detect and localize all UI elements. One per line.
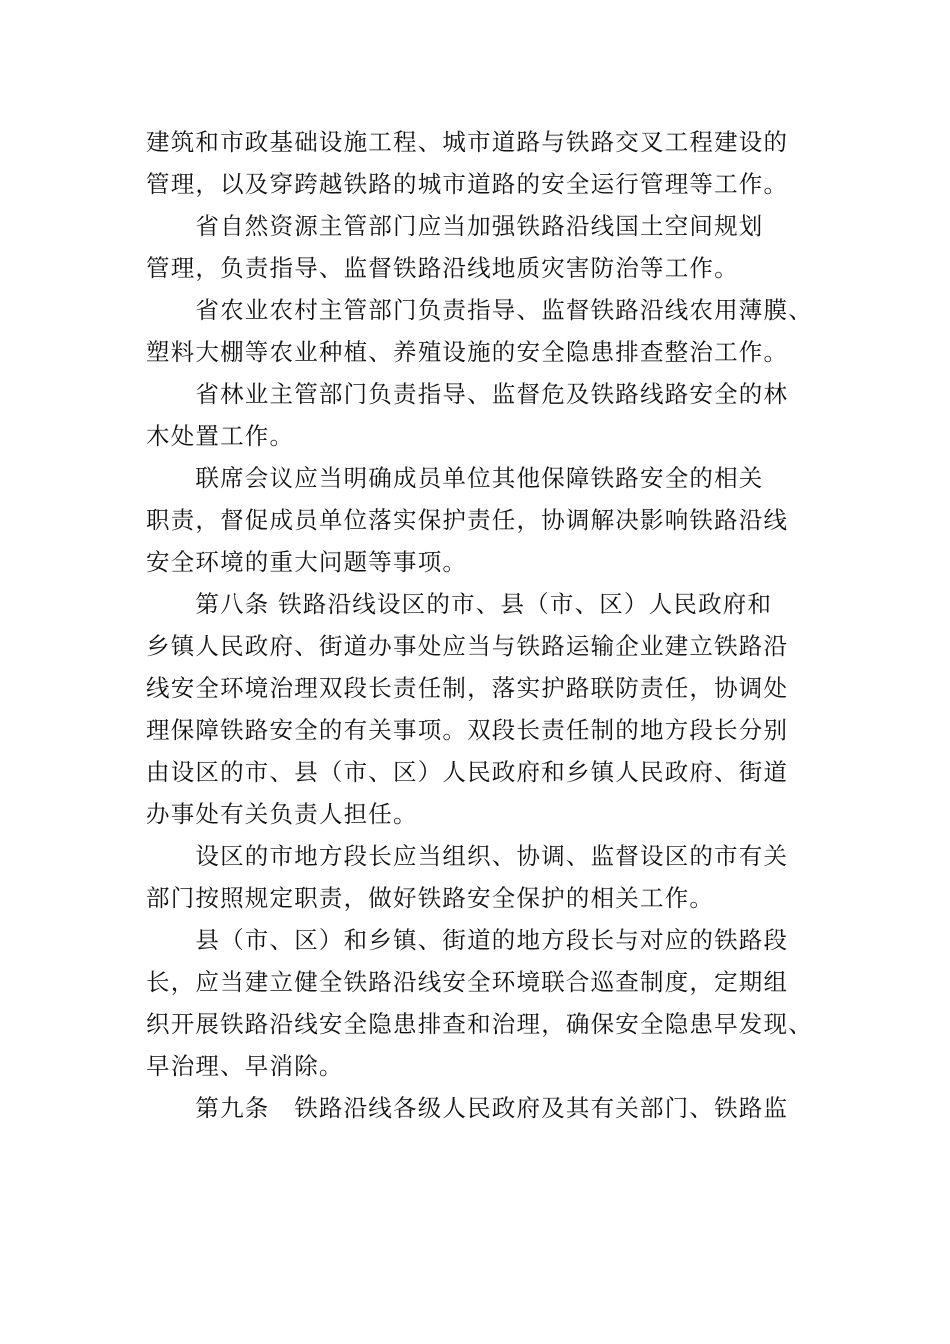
- text-line: 省自然资源主管部门应当加强铁路沿线国土空间规划: [146, 212, 764, 240]
- text-line: 省林业主管部门负责指导、监督危及铁路线路安全的林: [146, 380, 789, 408]
- text-line: 设区的市地方段长应当组织、协调、监督设区的市有关: [146, 842, 789, 870]
- paragraph-7: [146, 835, 816, 919]
- paragraph-8: [146, 919, 816, 1087]
- text-line: 织开展铁路沿线安全隐患排查和治理，确保安全隐患早发现、: [146, 1010, 813, 1038]
- text-line: 部门按照规定职责，做好铁路安全保护的相关工作。: [146, 884, 715, 912]
- text-line: 联席会议应当明确成员单位其他保障铁路安全的相关: [146, 464, 764, 492]
- text-line: 管理，负责指导、监督铁路沿线地质灾害防治等工作。: [146, 254, 739, 282]
- text-line: 木处置工作。: [146, 422, 295, 450]
- document-body: [146, 121, 816, 1129]
- text-line: 早治理、早消除。: [146, 1052, 344, 1080]
- text-line: 理保障铁路安全的有关事项。双段长责任制的地方段长分别: [146, 716, 789, 744]
- article-8-paragraph: [146, 583, 816, 835]
- text-line: 省农业农村主管部门负责指导、监督铁路沿线农用薄膜、: [146, 296, 813, 324]
- paragraph-1: [146, 121, 816, 205]
- paragraph-4: [146, 373, 816, 457]
- text-line: 第九条 铁路沿线各级人民政府及其有关部门、铁路监: [146, 1094, 789, 1122]
- text-line: 塑料大棚等农业种植、养殖设施的安全隐患排查整治工作。: [146, 338, 789, 366]
- paragraph-3: [146, 289, 816, 373]
- article-9-paragraph: [146, 1087, 816, 1129]
- text-line: 管理，以及穿跨越铁路的城市道路的安全运行管理等工作。: [146, 170, 789, 198]
- text-line: 线安全环境治理双段长责任制，落实护路联防责任，协调处: [146, 674, 789, 702]
- paragraph-2: [146, 205, 816, 289]
- text-line: 职责，督促成员单位落实保护责任，协调解决影响铁路沿线: [146, 506, 789, 534]
- text-line: 县（市、区）和乡镇、街道的地方段长与对应的铁路段: [146, 926, 789, 954]
- text-line: 办事处有关负责人担任。: [146, 800, 418, 828]
- text-line: 由设区的市、县（市、区）人民政府和乡镇人民政府、街道: [146, 758, 789, 786]
- text-line: 安全环境的重大问题等事项。: [146, 548, 468, 576]
- text-line: 建筑和市政基础设施工程、城市道路与铁路交叉工程建设的: [146, 128, 789, 156]
- text-line: 第八条 铁路沿线设区的市、县（市、区）人民政府和: [146, 590, 773, 618]
- paragraph-5: [146, 457, 816, 583]
- text-line: 长，应当建立健全铁路沿线安全环境联合巡查制度，定期组: [146, 968, 789, 996]
- text-line: 乡镇人民政府、街道办事处应当与铁路运输企业建立铁路沿: [146, 632, 789, 660]
